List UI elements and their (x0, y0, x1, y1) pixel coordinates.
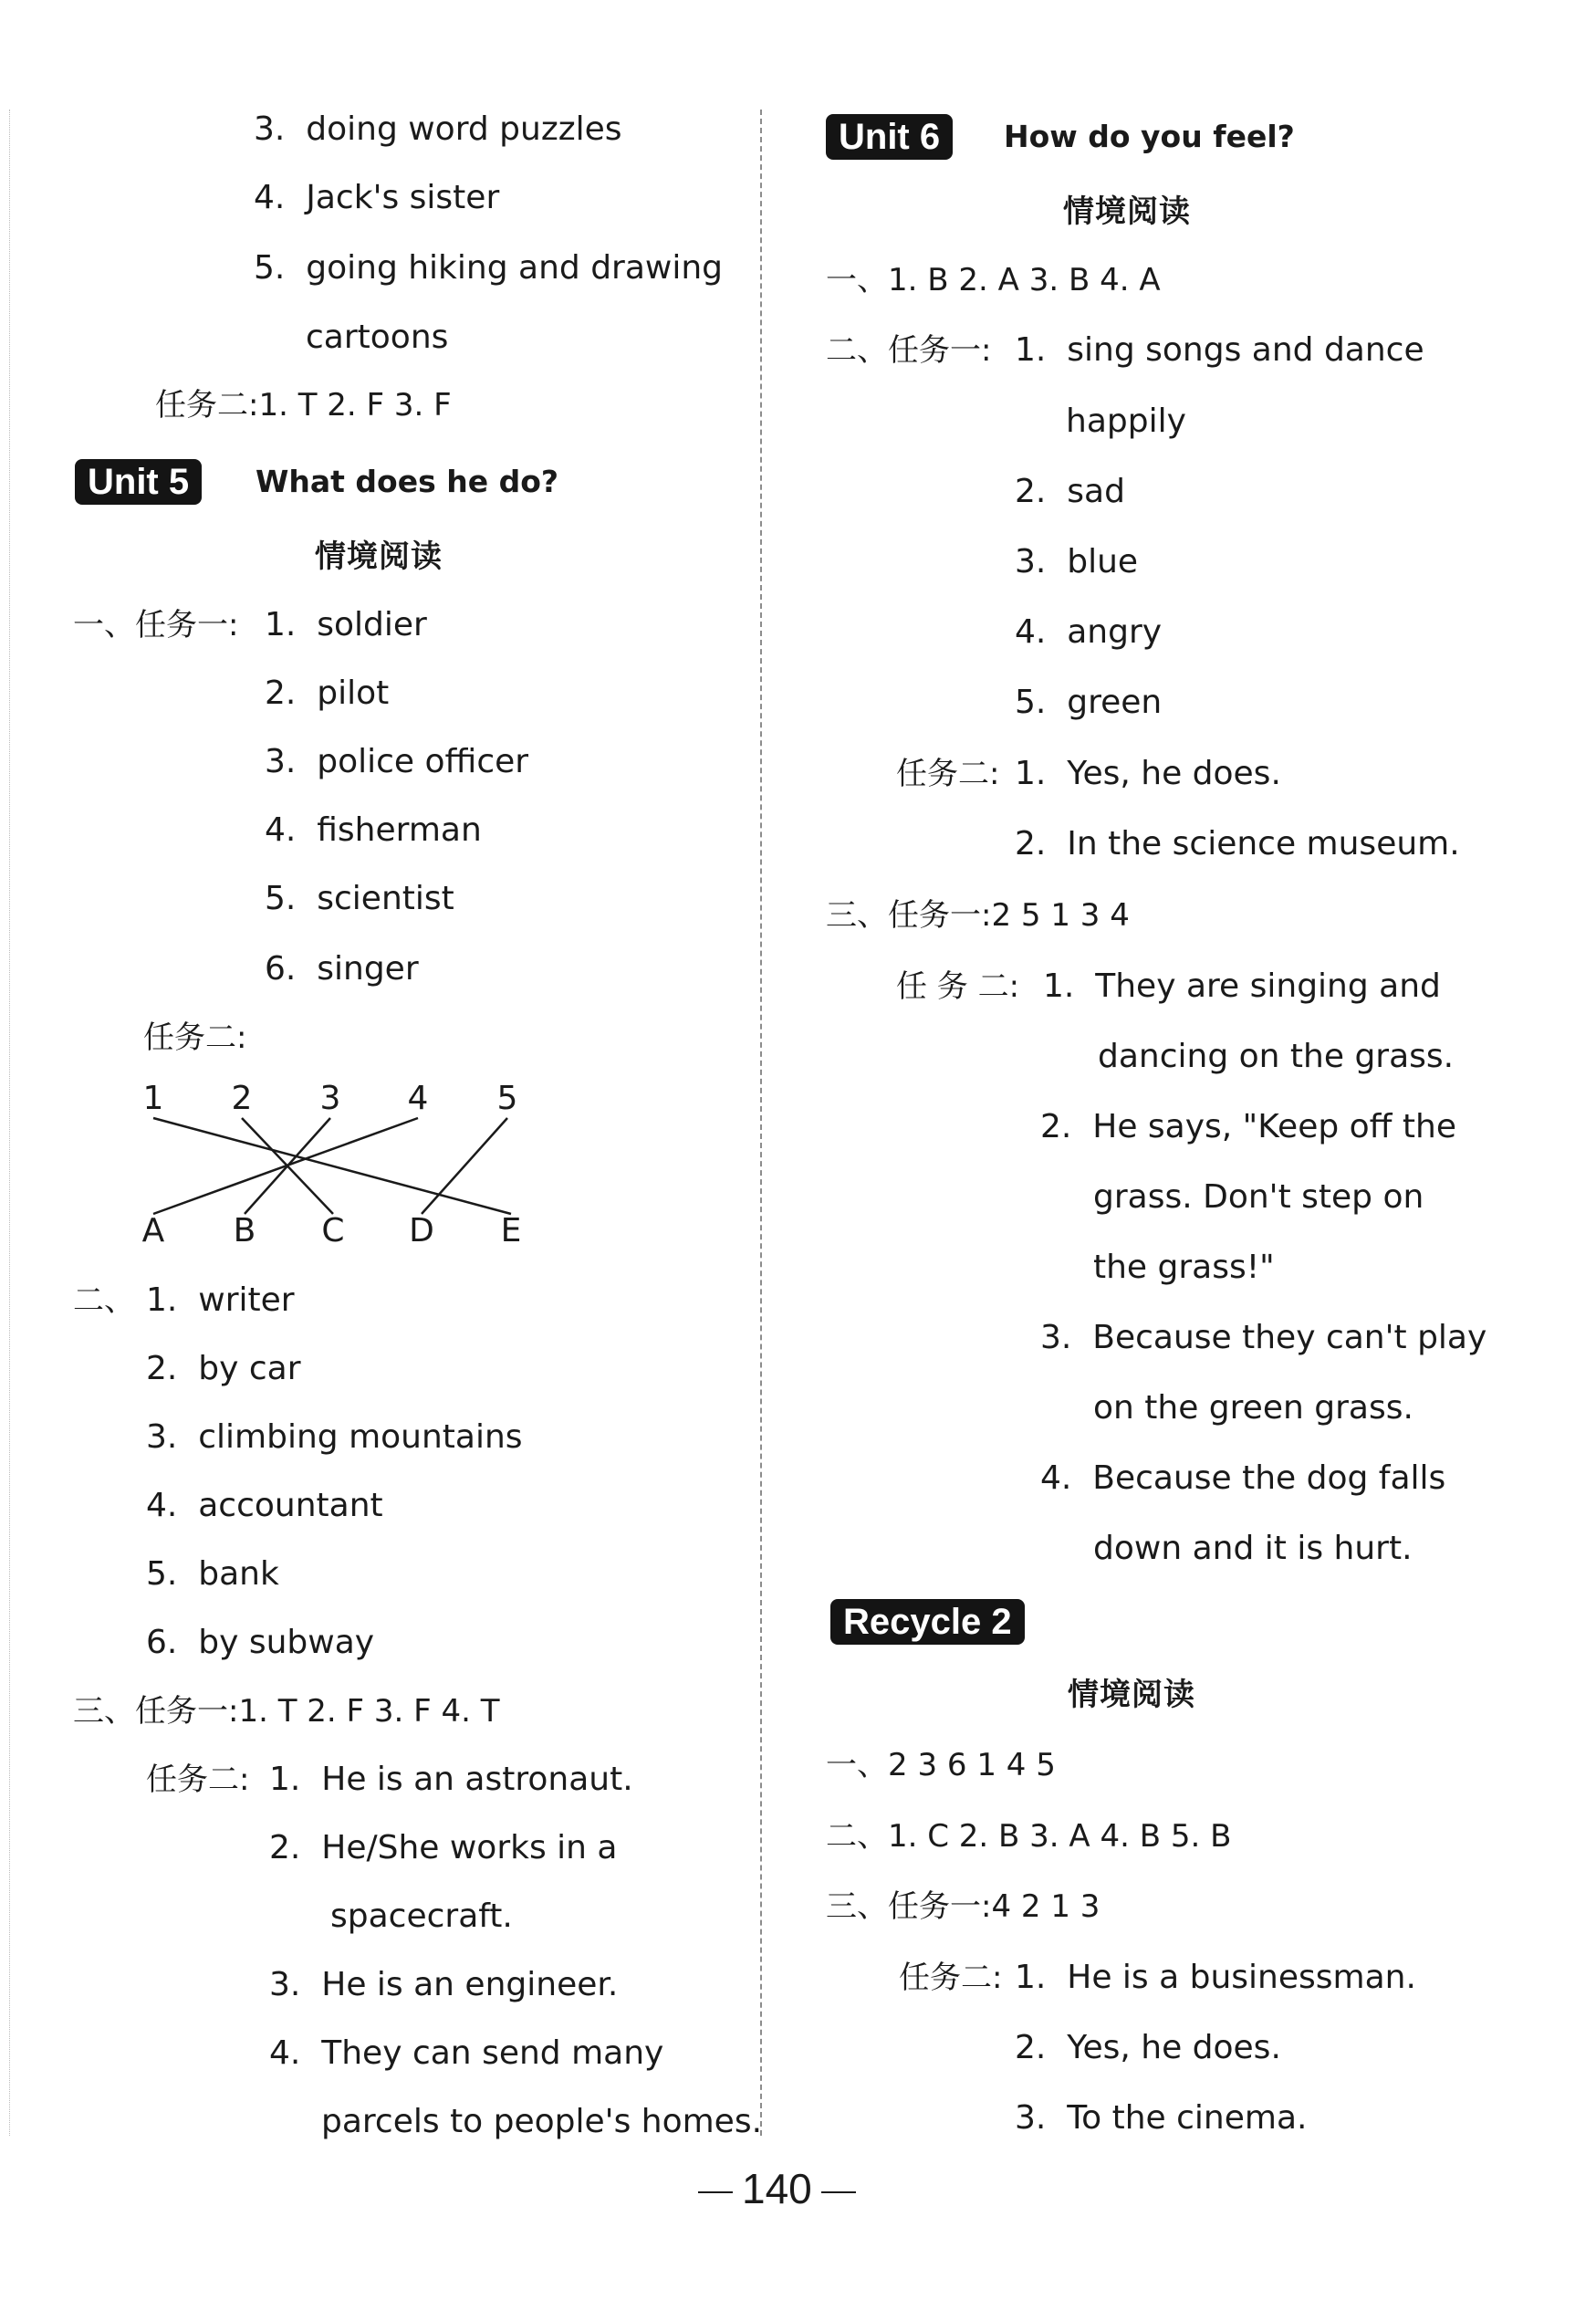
part2-task2-label: 任务二: (896, 756, 1000, 792)
part3-task2-label: 任务二: (899, 1960, 1003, 1996)
part3-task1: 三、任务一:2 5 1 3 4 (826, 897, 1130, 934)
match-line (153, 1118, 418, 1214)
list-item: down and it is hurt. (1093, 1530, 1413, 1567)
list-item: 3. Because they can't play (1040, 1319, 1487, 1356)
unit-5-badge: Unit 5 (75, 459, 202, 505)
list-item: 3. blue (1015, 543, 1139, 580)
list-item: happily (1066, 402, 1186, 440)
list-item: 4. Jack's sister (254, 179, 500, 216)
section-heading: 情境阅读 (1068, 1677, 1195, 1713)
part3-task1: 三、任务一:4 2 1 3 (826, 1888, 1101, 1925)
list-item: 6. by subway (146, 1624, 375, 1661)
list-item: 2. He says, "Keep off the (1040, 1108, 1456, 1145)
match-line (422, 1118, 507, 1214)
list-item: 1. soldier (265, 606, 427, 643)
match-top-label: 4 (407, 1080, 429, 1117)
list-item: grass. Don't step on (1093, 1178, 1424, 1216)
list-item: 1. He is a businessman. (1015, 1959, 1416, 1996)
list-item: parcels to people's homes. (321, 2103, 763, 2140)
task2-label: 任务二: (143, 1019, 247, 1056)
list-item: 4. Because the dog falls (1040, 1459, 1446, 1497)
list-item: 3. police officer (265, 743, 529, 780)
page-number-dash-left (698, 2191, 733, 2193)
list-item: 2. by car (146, 1350, 301, 1387)
part1-answers: 一、2 3 6 1 4 5 (826, 1747, 1056, 1783)
list-item: 2. pilot (265, 674, 390, 712)
recycle-2-badge: Recycle 2 (830, 1599, 1025, 1645)
list-item: 2. Yes, he does. (1015, 2029, 1281, 2066)
list-item: spacecraft. (330, 1898, 513, 1935)
list-item: 4. angry (1015, 613, 1163, 651)
list-item: 4. They can send many (269, 2034, 664, 2072)
list-item: 2. In the science museum. (1015, 825, 1460, 862)
list-item: 3. To the cinema. (1015, 2099, 1308, 2137)
match-bottom-label: D (409, 1212, 434, 1249)
list-item: dancing on the grass. (1098, 1038, 1455, 1075)
match-top-label: 2 (231, 1080, 253, 1117)
list-item: 1. They are singing and (1043, 967, 1441, 1005)
column-divider (760, 110, 762, 2136)
list-item: 1. He is an astronaut. (269, 1761, 633, 1798)
list-item: 3. He is an engineer. (269, 1966, 619, 2003)
list-item: 1. Yes, he does. (1015, 755, 1281, 792)
unit-5-title: What does he do? (256, 464, 559, 499)
match-bottom-label: A (141, 1212, 165, 1249)
list-item: 5. green (1015, 684, 1163, 721)
unit-6-title: How do you feel? (1004, 119, 1295, 154)
match-line (153, 1118, 511, 1214)
match-top-label: 3 (319, 1080, 341, 1117)
matching-diagram (128, 1077, 529, 1250)
part1-answers: 一、1. B 2. A 3. B 4. A (826, 262, 1161, 298)
section-heading: 情境阅读 (1063, 193, 1191, 230)
part1-label: 一、任务一: (73, 607, 239, 643)
list-item: 1. writer (146, 1281, 295, 1319)
list-item: 3. doing word puzzles (254, 110, 622, 148)
part3-task2-label: 任务二: (146, 1762, 250, 1798)
list-item: on the green grass. (1093, 1389, 1413, 1427)
page-number: 140 (689, 2163, 865, 2214)
list-item: 5. going hiking and drawing (254, 249, 724, 287)
list-item: 4. fisherman (265, 811, 482, 849)
part2-answers: 二、1. C 2. B 3. A 4. B 5. B (826, 1818, 1232, 1855)
part3-task1: 三、任务一:1. T 2. F 3. F 4. T (73, 1693, 500, 1730)
left-margin-line (9, 110, 10, 2136)
list-item: 2. He/She works in a (269, 1829, 618, 1866)
match-bottom-label: E (500, 1212, 522, 1249)
list-item: 1. sing songs and dance (1015, 331, 1424, 369)
list-item: 4. accountant (146, 1487, 383, 1524)
part3-task2-label: 任 务 二: (896, 968, 1020, 1005)
task2-true-false: 任务二:1. T 2. F 3. F (155, 387, 452, 423)
part2-label: 二、 (73, 1282, 135, 1319)
list-item: cartoons (306, 319, 449, 356)
section-heading: 情境阅读 (315, 538, 443, 575)
list-item: 5. scientist (265, 880, 454, 917)
part2-label: 二、任务一: (826, 332, 992, 369)
match-top-label: 1 (142, 1080, 164, 1117)
list-item: 2. sad (1015, 473, 1125, 510)
list-item: 6. singer (265, 950, 419, 988)
list-item: 3. climbing mountains (146, 1418, 523, 1456)
unit-6-badge: Unit 6 (826, 114, 953, 160)
list-item: 5. bank (146, 1555, 279, 1593)
match-bottom-label: B (233, 1212, 256, 1249)
match-top-label: 5 (496, 1080, 518, 1117)
page-number-dash-right (821, 2191, 856, 2193)
match-bottom-label: C (321, 1212, 345, 1249)
list-item: the grass!" (1093, 1249, 1275, 1286)
